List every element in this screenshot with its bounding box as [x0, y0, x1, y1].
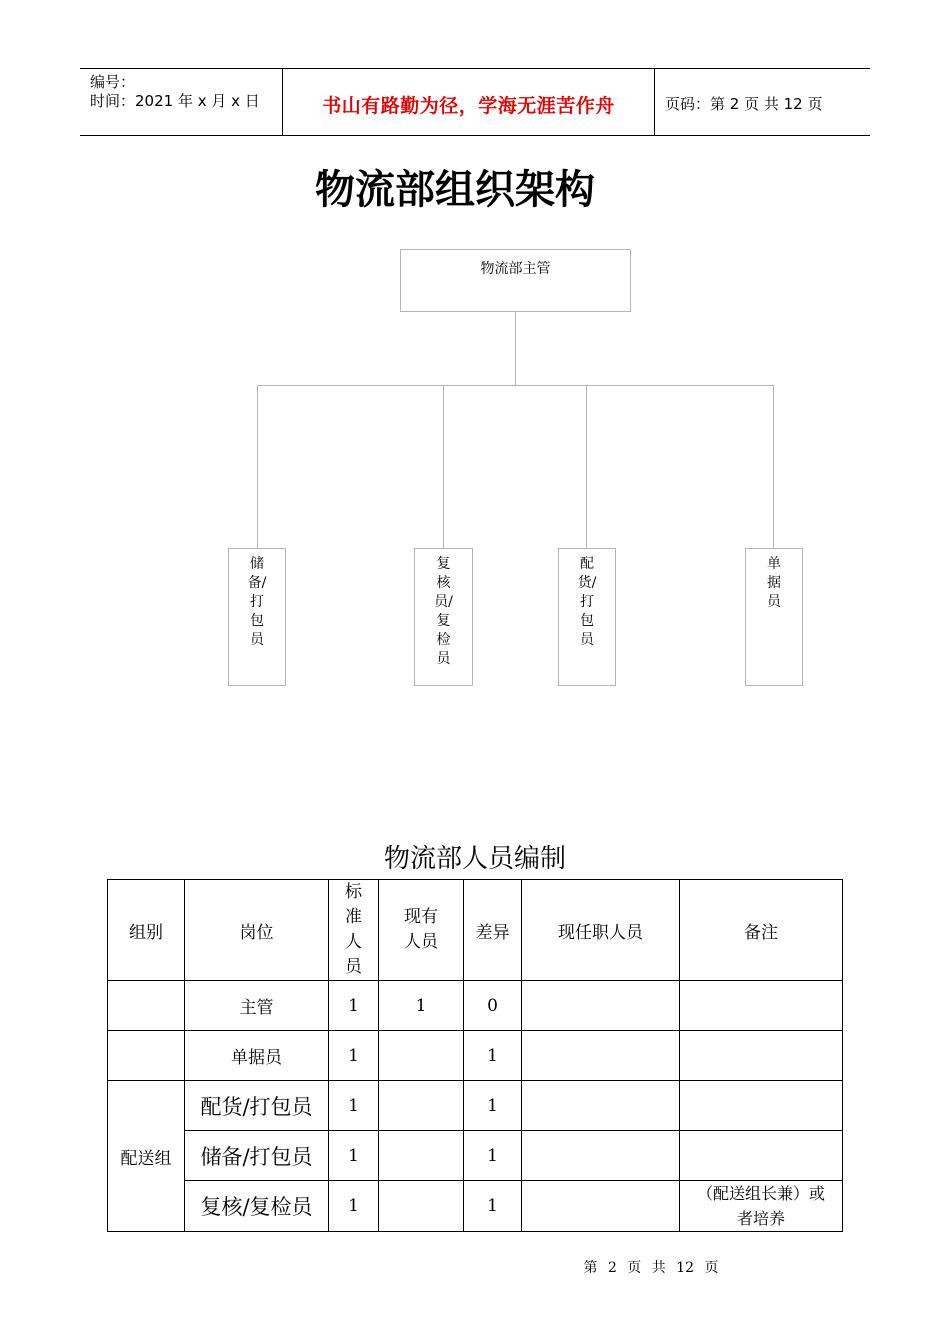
page-title: 物流部组织架构 [315, 166, 595, 213]
header-motto-cell [282, 69, 655, 135]
org-child-label: 配货/打包员 [577, 556, 597, 648]
standard-cell: 1 [329, 1131, 379, 1181]
page-number: 页码：第 2 页 共 12 页 [665, 95, 823, 113]
page-header [80, 68, 870, 136]
incumbent-cell [522, 1081, 680, 1131]
diff-cell: 0 [464, 981, 522, 1031]
table-row [108, 1081, 843, 1131]
org-child-label: 储备/打包员 [247, 556, 267, 648]
org-child-box [745, 548, 803, 686]
table-header-row [108, 880, 843, 981]
incumbent-cell [522, 981, 680, 1031]
table-row [108, 1131, 843, 1181]
current-cell [379, 1131, 464, 1181]
column-header: 标准人员 [329, 880, 379, 981]
standard-cell: 1 [329, 981, 379, 1031]
group-cell [108, 981, 185, 1031]
position-cell: 储备/打包员 [185, 1131, 329, 1181]
page-footer: 第 2 页 共 12 页 [583, 1260, 719, 1276]
standard-cell: 1 [329, 1031, 379, 1081]
column-header: 现有人员 [379, 880, 464, 981]
staffing-title: 物流部人员编制 [383, 844, 566, 874]
incumbent-cell [522, 1131, 680, 1181]
connector-line [773, 385, 774, 549]
table-row [108, 1181, 843, 1232]
org-child-box [558, 548, 616, 686]
table-row [108, 1031, 843, 1081]
current-cell [379, 1081, 464, 1131]
number-label: 编号： [90, 73, 136, 91]
note-cell [680, 1031, 843, 1081]
org-child-label: 复核员/复检员 [434, 556, 453, 667]
incumbent-cell [522, 1181, 680, 1232]
group-cell: 配送组 [108, 1081, 185, 1232]
position-cell: 复核/复检员 [185, 1181, 329, 1232]
note-cell: （配送组长兼）或者培养 [680, 1181, 843, 1232]
position-cell: 主管 [185, 981, 329, 1031]
org-child-box [414, 548, 473, 686]
position-cell: 单据员 [185, 1031, 329, 1081]
table-row [108, 981, 843, 1031]
column-header: 组别 [108, 880, 185, 981]
connector-line [257, 385, 774, 386]
note-cell [680, 1081, 843, 1131]
incumbent-cell [522, 1031, 680, 1081]
motto: 书山有路勤为径，学海无涯苦作舟 [322, 95, 615, 117]
group-cell [108, 1031, 185, 1081]
header-meta [80, 69, 282, 135]
current-cell [379, 1031, 464, 1081]
diff-cell: 1 [464, 1081, 522, 1131]
note-cell [680, 981, 843, 1031]
diff-cell: 1 [464, 1181, 522, 1232]
connector-line [515, 312, 516, 386]
diff-cell: 1 [464, 1031, 522, 1081]
connector-line [586, 385, 587, 549]
staffing-table [107, 879, 843, 1232]
column-header: 岗位 [185, 880, 329, 981]
diff-cell: 1 [464, 1131, 522, 1181]
current-cell: 1 [379, 981, 464, 1031]
time-label: 时间：2021 年 x 月 x 日 [90, 92, 260, 110]
column-header: 差异 [464, 880, 522, 981]
current-cell [379, 1181, 464, 1232]
connector-line [443, 385, 444, 549]
column-header: 备注 [680, 880, 843, 981]
column-header: 现任职人员 [522, 880, 680, 981]
org-child-box [228, 548, 286, 686]
note-cell [680, 1131, 843, 1181]
org-child-label: 单据员 [767, 556, 781, 610]
standard-cell: 1 [329, 1081, 379, 1131]
connector-line [257, 385, 258, 549]
org-root-label: 物流部主管 [480, 261, 551, 277]
standard-cell: 1 [329, 1181, 379, 1232]
header-page-cell [655, 69, 870, 135]
position-cell: 配货/打包员 [185, 1081, 329, 1131]
org-root-box [400, 249, 631, 312]
